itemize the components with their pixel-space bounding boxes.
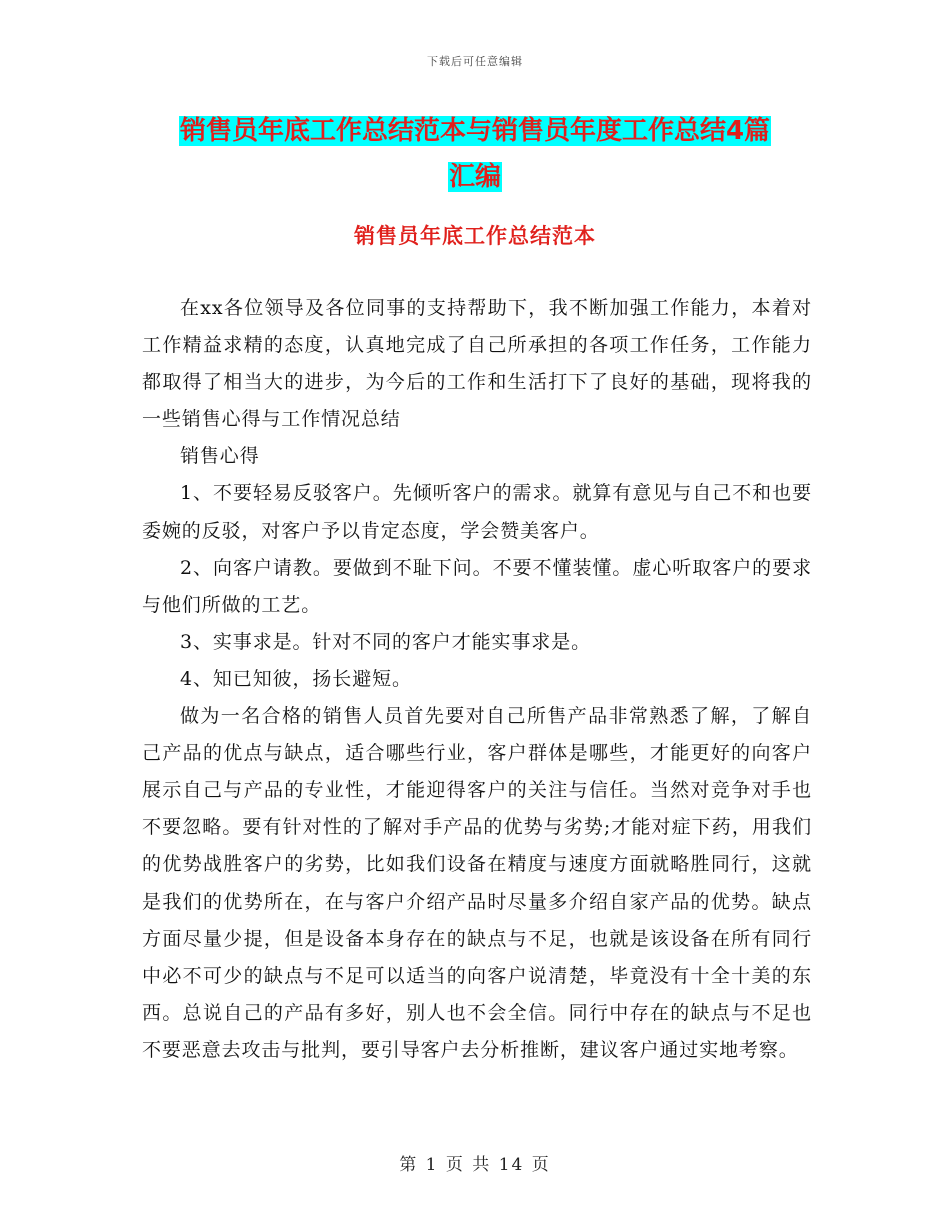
section-title: 销售员年底工作总结范本 bbox=[354, 224, 596, 248]
paragraph-tip-1: 1、不要轻易反驳客户。先倾听客户的需求。就算有意见与自己不和也要委婉的反驳，对客户予以肯定态度，学会赞美客户。 bbox=[142, 482, 812, 542]
paragraph-intro: 在xx各位领导及各位同事的支持帮助下，我不断加强工作能力，本着对工作精益求精的态度，认真地完成了自己所承担的各项工作任务，工作能力都取得了相当大的进步，为今后的工作和生活打下了良好的基础，现将我的一些销售心得与工作情况总结 bbox=[142, 297, 812, 431]
body-text bbox=[142, 290, 812, 1069]
paragraph-detail: 做为一名合格的销售人员首先要对自己所售产品非常熟悉了解，了解自己产品的优点与缺点，适合哪些行业，客户群体是哪些，才能更好的向客户展示自己与产品的专业性，才能迎得客户的关注与信任。当然对竞争对手也不要忽略。要有针对性的了解对手产品的优势与劣势;才能对症下药，用我们的优势战胜客户的劣势，比如我们设备在精度与速度方面就略胜同行，这就是我们的优势所在，在与客户介绍产品时尽量多介绍自家产品的优势。缺点方面尽量少提，但是设备本身存在的缺点与不足，也就是该设备在所有同行中必不可少的缺点与不足可以适当的向客户说清楚，毕竟没有十全十美的东西。总说自己的产品有多好，别人也不会全信。同行中存在的缺点与不足也不要恶意去攻击与批判，要引导客户去分析推断，建议客户通过实地考察。 bbox=[142, 705, 812, 1061]
document-title bbox=[140, 108, 810, 200]
paragraph-subheading: 销售心得 bbox=[180, 445, 260, 468]
paragraph-tip-2: 2、向客户请教。要做到不耻下问。不要不懂装懂。虚心听取客户的要求与他们所做的工艺。 bbox=[142, 556, 812, 616]
document-title-line-2: 汇编 bbox=[448, 162, 501, 192]
paragraph-tip-4: 4、知已知彼，扬长避短。 bbox=[180, 667, 412, 690]
document-title-line-1: 销售员年底工作总结范本与销售员年度工作总结4篇 bbox=[179, 116, 771, 146]
page-header-note: 下载后可任意编辑 bbox=[427, 55, 523, 68]
page-footer: 第 1 页 共 14 页 bbox=[399, 1155, 551, 1175]
paragraph-tip-3: 3、实事求是。针对不同的客户才能实事求是。 bbox=[180, 630, 591, 653]
